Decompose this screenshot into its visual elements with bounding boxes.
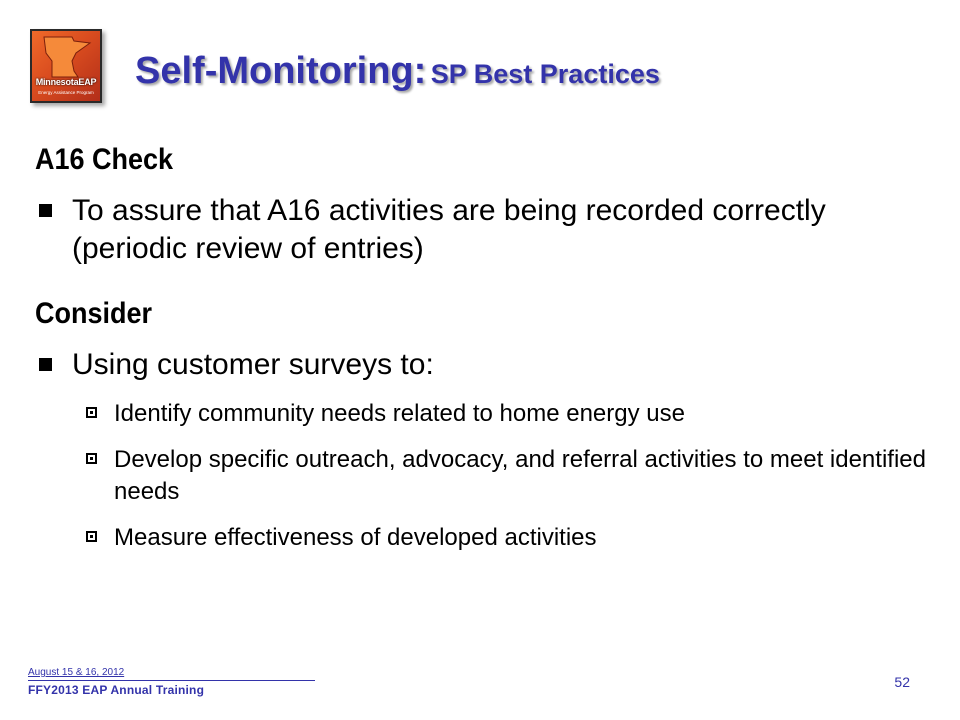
sub-bullet-text: Measure effectiveness of developed activities	[114, 524, 597, 551]
slide-content	[35, 140, 935, 554]
square-bullet-icon	[39, 358, 52, 371]
sub-bullet-item	[35, 398, 935, 430]
sub-bullet-text: Identify community needs related to home energy use	[114, 400, 685, 427]
section-heading-consider: Consider	[35, 297, 153, 330]
bullet-item	[35, 192, 935, 268]
hollow-square-bullet-icon	[86, 407, 97, 418]
logo-brand-text: MinnesotaEAP	[35, 77, 97, 87]
sub-bullet-item	[35, 522, 935, 554]
page-number: 52	[894, 674, 910, 690]
hollow-square-bullet-icon	[86, 531, 97, 542]
footer-event-title: FFY2013 EAP Annual Training	[28, 683, 205, 697]
hollow-square-bullet-icon	[86, 453, 97, 464]
slide-title-main: Self-Monitoring:	[135, 50, 427, 92]
slide-title	[135, 50, 660, 93]
square-bullet-icon	[39, 204, 52, 217]
logo-tagline: Energy Assistance Program	[38, 90, 94, 95]
sub-bullet-item	[35, 444, 935, 508]
bullet-text: To assure that A16 activities are being recorded correctly (periodic review of entries)	[72, 194, 826, 265]
slide-title-sub: SP Best Practices	[430, 59, 660, 89]
bullet-item	[35, 346, 935, 384]
footer-date: August 15 & 16, 2012	[28, 667, 125, 678]
bullet-text: Using customer surveys to:	[72, 348, 434, 381]
section-heading-a16-check: A16 Check	[35, 143, 174, 176]
minnesota-eap-logo	[30, 29, 102, 103]
footer-divider	[28, 680, 315, 681]
sub-bullet-text: Develop specific outreach, advocacy, and referral activities to meet identified needs	[114, 446, 926, 505]
